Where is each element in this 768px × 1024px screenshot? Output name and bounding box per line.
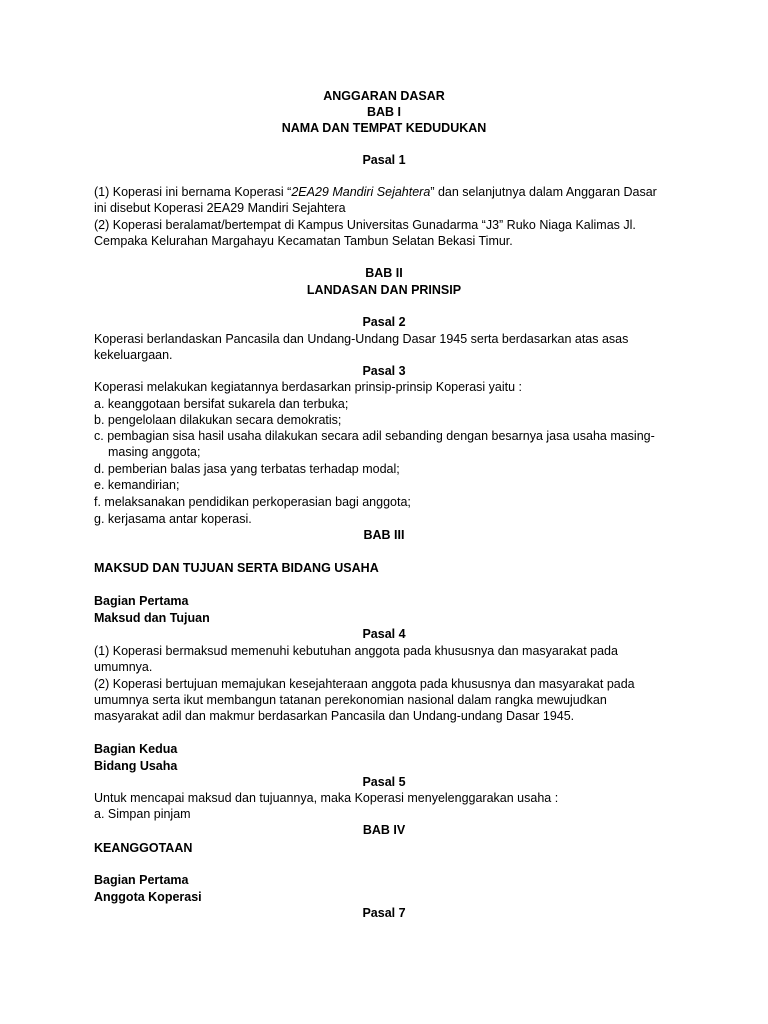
document-title: ANGGARAN DASAR [323, 89, 445, 103]
bab-4-bagian-title: Anggota Koperasi [94, 890, 202, 904]
list-item-cont: masing anggota; [108, 445, 201, 459]
list-item: b. pengelolaan dilakukan secara demokratis; [94, 413, 342, 427]
list-item: a. keanggotaan bersifat sukarela dan terbuka; [94, 397, 349, 411]
list-item: f. melaksanakan pendidikan perkoperasian bagi anggota; [94, 495, 411, 509]
list-item: e. kemandirian; [94, 478, 180, 492]
pasal-2-text-cont: kekeluargaan. [94, 348, 173, 362]
bagian-pertama-title: Maksud dan Tujuan [94, 611, 210, 625]
pasal-4-line: umumnya. [94, 660, 153, 674]
bab-3-heading: BAB III [363, 528, 405, 542]
pasal-4-line: masyarakat adil dan makmur berdasarkan Pancasila dan Undang-undang Dasar 1945. [94, 709, 575, 723]
pasal-1-clause-2-cont: Cempaka Kelurahan Margahayu Kecamatan Tambun Selatan Bekasi Timur. [94, 234, 513, 248]
pasal-3-heading: Pasal 3 [362, 364, 406, 378]
list-item: g. kerjasama antar koperasi. [94, 512, 252, 526]
pasal-1-clause-2: (2) Koperasi beralamat/bertempat di Kampus Universitas Gunadarma “J3” Ruko Niaga Kalimas Jl. [94, 218, 636, 232]
pasal-2-heading: Pasal 2 [362, 315, 406, 329]
bab-2-title: LANDASAN DAN PRINSIP [306, 283, 462, 297]
bab-4-heading: BAB IV [362, 823, 406, 837]
pasal-4-line: umumnya serta ikut membangun tatanan perekonomian nasional dalam rangka mewujudkan [94, 693, 607, 707]
pasal-1-heading: Pasal 1 [362, 153, 406, 167]
bab-4-bagian-heading: Bagian Pertama [94, 873, 189, 887]
list-item: d. pemberian balas jasa yang terbatas terhadap modal; [94, 462, 400, 476]
list-item: c. pembagian sisa hasil usaha dilakukan secara adil sebanding dengan besarnya jasa usaha masing- [94, 429, 655, 443]
bab-1-title: NAMA DAN TEMPAT KEDUDUKAN [281, 121, 487, 135]
bagian-kedua-title: Bidang Usaha [94, 759, 178, 773]
pasal-7-heading: Pasal 7 [362, 906, 406, 920]
koperasi-name: 2EA29 Mandiri Sejahtera [291, 185, 431, 199]
bagian-kedua-heading: Bagian Kedua [94, 742, 178, 756]
bab-4-title: KEANGGOTAAN [94, 841, 193, 855]
pasal-5-item: a. Simpan pinjam [94, 807, 191, 821]
pasal-5-heading: Pasal 5 [362, 775, 406, 789]
bagian-pertama-heading: Bagian Pertama [94, 594, 189, 608]
pasal-1-clause-1-cont: ini disebut Koperasi 2EA29 Mandiri Sejahtera [94, 201, 346, 215]
pasal-3-intro: Koperasi melakukan kegiatannya berdasarkan prinsip-prinsip Koperasi yaitu : [94, 380, 523, 394]
pasal-2-text: Koperasi berlandaskan Pancasila dan Undang-Undang Dasar 1945 serta berdasarkan atas asas [94, 332, 629, 346]
pasal-4-heading: Pasal 4 [362, 627, 406, 641]
bab-1-heading: BAB I [366, 105, 402, 119]
pasal-4-line: (2) Koperasi bertujuan memajukan kesejahteraan anggota pada khususnya dan masyarakat pada [94, 677, 635, 691]
bab-3-title: MAKSUD DAN TUJUAN SERTA BIDANG USAHA [94, 561, 379, 575]
pasal-4-line: (1) Koperasi bermaksud memenuhi kebutuhan anggota pada khususnya dan masyarakat pada [94, 644, 618, 658]
bab-2-heading: BAB II [365, 266, 403, 280]
pasal-5-intro: Untuk mencapai maksud dan tujuannya, maka Koperasi menyelenggarakan usaha : [94, 791, 559, 805]
pasal-1-clause-1: (1) Koperasi ini bernama Koperasi “2EA29 Mandiri Sejahtera” dan selanjutnya dalam Anggaran Dasar [94, 185, 657, 199]
